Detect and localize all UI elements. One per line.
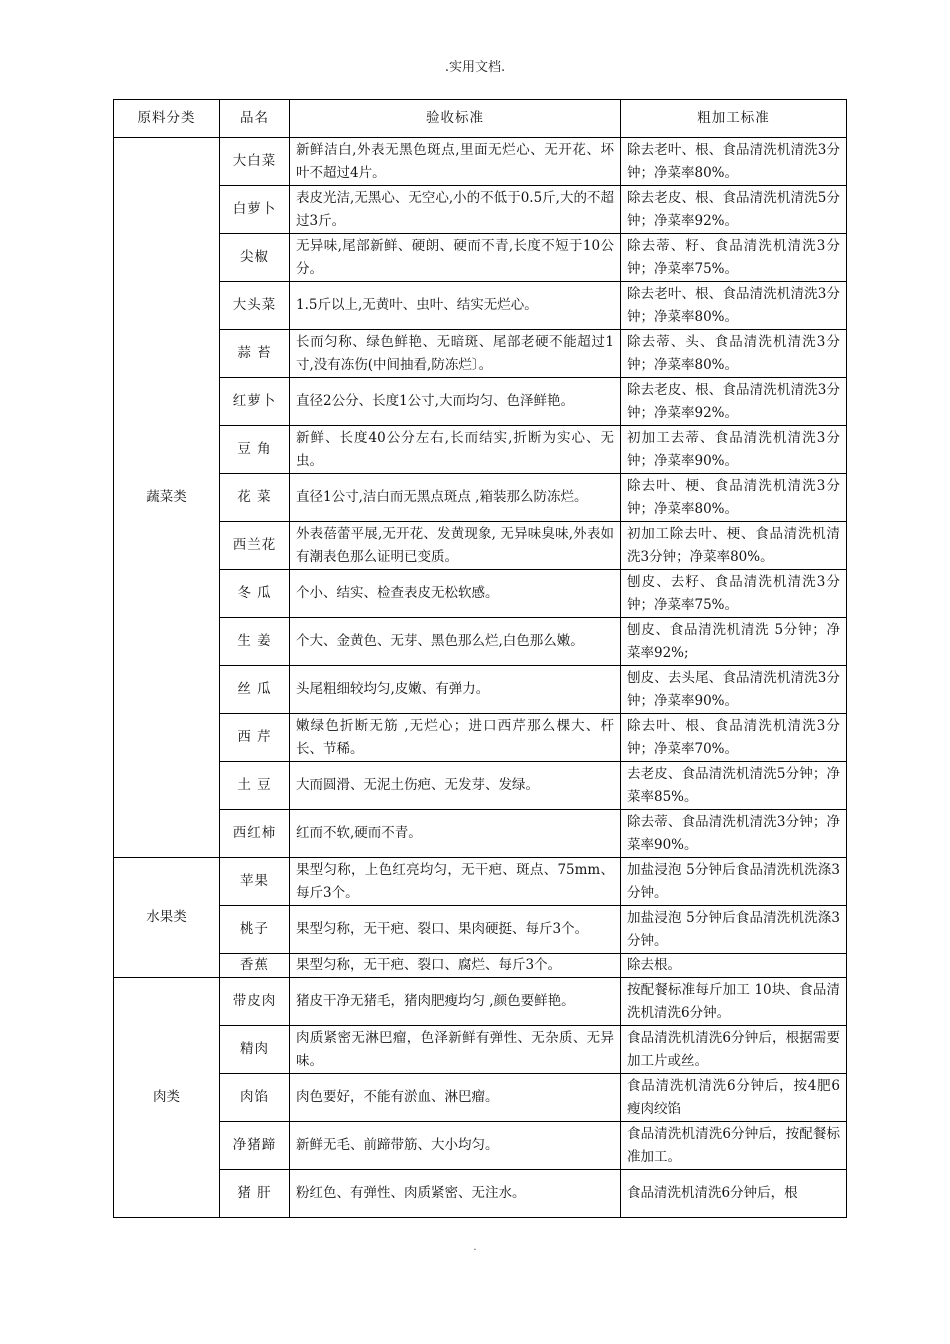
table-row: [114, 186, 847, 234]
product-name-cell: 大白菜: [220, 138, 290, 186]
table-row: [114, 714, 847, 762]
table-row: [114, 1026, 847, 1074]
table-row: [114, 426, 847, 474]
processing-standard-cell: 初加工除去叶、梗、食品清洗机清洗3分钟；净菜率80%。: [621, 522, 847, 570]
acceptance-standard-cell: 直径1公寸,洁白而无黑点斑点 ,箱装那么防冻烂。: [290, 474, 621, 522]
acceptance-standard-cell: 头尾粗细较均匀,皮嫩、有弹力。: [290, 666, 621, 714]
table-header-row: [114, 100, 847, 138]
product-name-cell: 尖椒: [220, 234, 290, 282]
acceptance-standard-cell: 肉色要好，不能有淤血、淋巴瘤。: [290, 1074, 621, 1122]
processing-standard-cell: 刨皮、去头尾、食品清洗机清洗3分钟；净菜率90%。: [621, 666, 847, 714]
category-cell: 肉类: [114, 978, 220, 1218]
acceptance-standard-cell: 直径2公分、长度1公寸,大而均匀、色泽鲜艳。: [290, 378, 621, 426]
product-name-cell: 苹果: [220, 858, 290, 906]
acceptance-standard-cell: 外表蓓蕾平展,无开花、发黄现象, 无异味臭味,外表如有潮表色那么证明已变质。: [290, 522, 621, 570]
processing-standard-cell: 除去叶、根、食品清洗机清洗3分钟；净菜率70%。: [621, 714, 847, 762]
product-name-cell: 红萝卜: [220, 378, 290, 426]
table-row: [114, 906, 847, 954]
processing-standard-cell: 除去根。: [621, 954, 847, 978]
acceptance-standards-table: [113, 99, 847, 1218]
product-name-cell: 西红柿: [220, 810, 290, 858]
processing-standard-cell: 除去老叶、根、食品清洗机清洗3分钟；净菜率80%。: [621, 138, 847, 186]
acceptance-standard-cell: 新鲜无毛、前蹄带筋、大小均匀。: [290, 1122, 621, 1170]
product-name-cell: 精肉: [220, 1026, 290, 1074]
product-name-cell: 带皮肉: [220, 978, 290, 1026]
product-name-cell: 白萝卜: [220, 186, 290, 234]
table-row: [114, 858, 847, 906]
acceptance-standard-cell: 无异味,尾部新鲜、硬朗、硬而不青,长度不短于10公分。: [290, 234, 621, 282]
product-name-cell: 蒜 苔: [220, 330, 290, 378]
product-name-cell: 西 芹: [220, 714, 290, 762]
table-row: [114, 474, 847, 522]
processing-standard-cell: 刨皮、食品清洗机清洗 5分钟；净菜率92%;: [621, 618, 847, 666]
page-header: .实用文档.: [444, 60, 506, 75]
product-name-cell: 桃子: [220, 906, 290, 954]
processing-standard-cell: 按配餐标准每斤加工 10块、食品清洗机清洗6分钟。: [621, 978, 847, 1026]
product-name-cell: 香蕉: [220, 954, 290, 978]
acceptance-standard-cell: 肉质紧密无淋巴瘤，色泽新鲜有弹性、无杂质、无异味。: [290, 1026, 621, 1074]
category-cell: 水果类: [114, 858, 220, 978]
table-row: [114, 762, 847, 810]
processing-standard-cell: 初加工去蒂、食品清洗机清洗3分钟；净菜率90%。: [621, 426, 847, 474]
product-name-cell: 土 豆: [220, 762, 290, 810]
acceptance-standard-cell: 新鲜、长度40公分左右,长而结实,折断为实心、无虫。: [290, 426, 621, 474]
acceptance-standard-cell: 果型匀称，上色红亮均匀，无干疤、斑点、75mm、每斤3个。: [290, 858, 621, 906]
product-name-cell: 猪 肝: [220, 1170, 290, 1218]
table-row: [114, 954, 847, 978]
table-row: [114, 378, 847, 426]
processing-standard-cell: 除去蒂、头、食品清洗机清洗3分钟；净菜率80%。: [621, 330, 847, 378]
product-name-cell: 花 菜: [220, 474, 290, 522]
acceptance-standard-cell: 个小、结实、检查表皮无松软感。: [290, 570, 621, 618]
processing-standard-cell: 食品清洗机清洗6分钟后，按4肥6瘦肉绞馅: [621, 1074, 847, 1122]
product-name-cell: 大头菜: [220, 282, 290, 330]
processing-standard-cell: 除去老皮、根、食品清洗机清洗5分钟；净菜率92%。: [621, 186, 847, 234]
acceptance-standard-cell: 粉红色、有弹性、肉质紧密、无注水。: [290, 1170, 621, 1218]
processing-standard-cell: 食品清洗机清洗6分钟后，根据需要加工片或丝。: [621, 1026, 847, 1074]
processing-standard-cell: 去老皮、食品清洗机清洗5分钟；净菜率85%。: [621, 762, 847, 810]
product-name-cell: 生 姜: [220, 618, 290, 666]
header-acceptance-standard: 验收标准: [290, 100, 621, 138]
processing-standard-cell: 除去蒂、食品清洗机清洗3分钟；净菜率90%。: [621, 810, 847, 858]
acceptance-standard-cell: 表皮光洁,无黑心、无空心,小的不低于0.5斤,大的不超过3斤。: [290, 186, 621, 234]
acceptance-standard-cell: 新鲜洁白,外表无黑色斑点,里面无烂心、无开花、坏叶不超过4片。: [290, 138, 621, 186]
page-footer: .: [473, 1242, 477, 1253]
table-row: [114, 522, 847, 570]
table-row: [114, 330, 847, 378]
acceptance-standard-cell: 红而不软,硬而不青。: [290, 810, 621, 858]
product-name-cell: 丝 瓜: [220, 666, 290, 714]
header-processing-standard: 粗加工标准: [621, 100, 847, 138]
category-cell: 蔬菜类: [114, 138, 220, 858]
header-category: 原料分类: [114, 100, 220, 138]
acceptance-standard-cell: 个大、金黄色、无芽、黑色那么烂,白色那么嫩。: [290, 618, 621, 666]
processing-standard-cell: 除去老皮、根、食品清洗机清洗3分钟；净菜率92%。: [621, 378, 847, 426]
processing-standard-cell: 食品清洗机清洗6分钟后，按配餐标准加工。: [621, 1122, 847, 1170]
product-name-cell: 豆 角: [220, 426, 290, 474]
processing-standard-cell: 除去蒂、籽、食品清洗机清洗3分钟；净菜率75%。: [621, 234, 847, 282]
acceptance-standard-cell: 猪皮干净无猪毛，猪肉肥瘦均匀 ,颜色要鲜艳。: [290, 978, 621, 1026]
table-row: [114, 138, 847, 186]
processing-standard-cell: 除去老叶、根、食品清洗机清洗3分钟；净菜率80%。: [621, 282, 847, 330]
table-row: [114, 570, 847, 618]
processing-standard-cell: 加盐浸泡 5分钟后食品清洗机洗涤3分钟。: [621, 858, 847, 906]
acceptance-standard-cell: 果型匀称，无干疤、裂口、腐烂、每斤3个。: [290, 954, 621, 978]
table-row: [114, 234, 847, 282]
table-row: [114, 666, 847, 714]
acceptance-standard-cell: 大而圆滑、无泥土伤疤、无发芽、发绿。: [290, 762, 621, 810]
processing-standard-cell: 刨皮、去籽、食品清洗机清洗3分钟；净菜率75%。: [621, 570, 847, 618]
acceptance-standard-cell: 长而匀称、绿色鲜艳、无暗斑、尾部老硬不能超过1寸,没有冻伤(中间抽看,防冻烂〕。: [290, 330, 621, 378]
header-product-name: 品名: [220, 100, 290, 138]
product-name-cell: 冬 瓜: [220, 570, 290, 618]
processing-standard-cell: 加盐浸泡 5分钟后食品清洗机洗涤3分钟。: [621, 906, 847, 954]
product-name-cell: 肉馅: [220, 1074, 290, 1122]
table-row: [114, 618, 847, 666]
table-row: [114, 978, 847, 1026]
acceptance-standard-cell: 1.5斤以上,无黄叶、虫叶、结实无烂心。: [290, 282, 621, 330]
table-row: [114, 1074, 847, 1122]
table-row: [114, 810, 847, 858]
product-name-cell: 净猪蹄: [220, 1122, 290, 1170]
table-row: [114, 282, 847, 330]
table-row: [114, 1170, 847, 1218]
product-name-cell: 西兰花: [220, 522, 290, 570]
table-row: [114, 1122, 847, 1170]
acceptance-standard-cell: 嫩绿色折断无筋 ,无烂心；进口西芹那么棵大、杆长、节稀。: [290, 714, 621, 762]
acceptance-standard-cell: 果型匀称，无干疤、裂口、果肉硬挺、每斤3个。: [290, 906, 621, 954]
processing-standard-cell: 食品清洗机清洗6分钟后，根: [621, 1170, 847, 1218]
processing-standard-cell: 除去叶、梗、食品清洗机清洗3分钟；净菜率80%。: [621, 474, 847, 522]
